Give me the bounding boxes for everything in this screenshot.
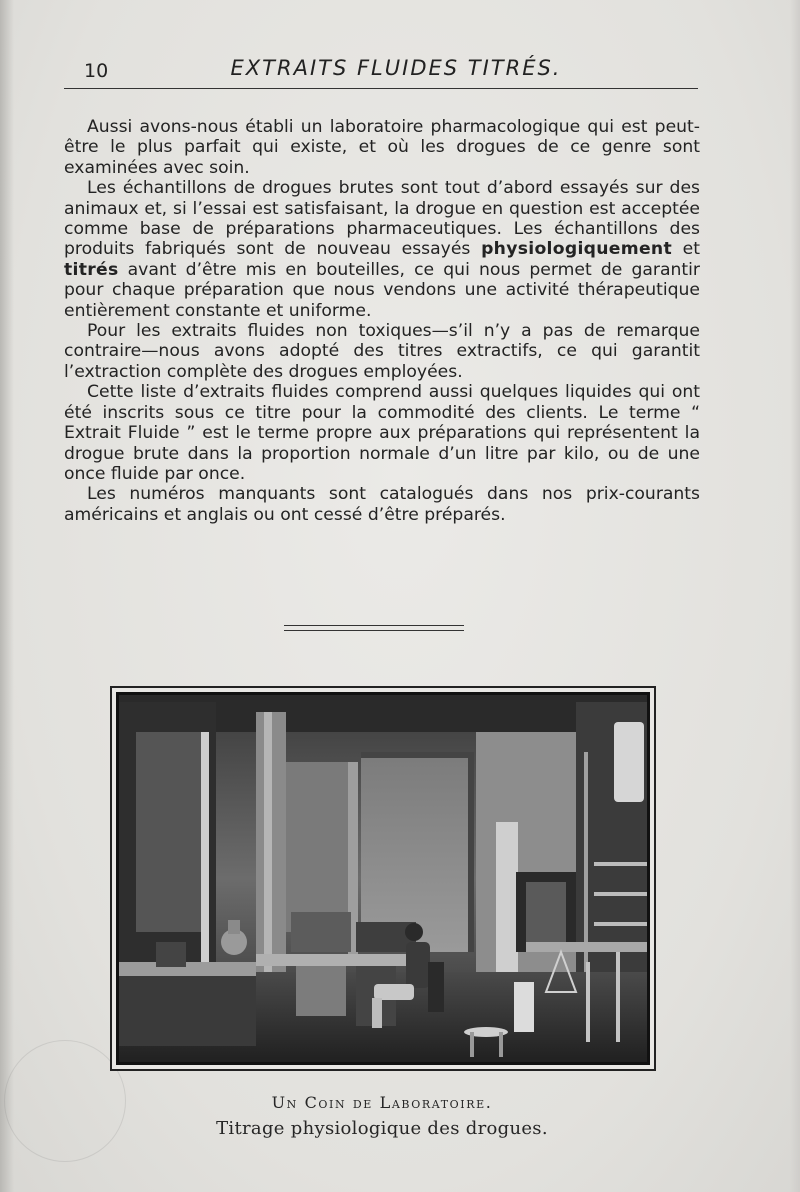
- page-gutter-shadow: [0, 0, 14, 1192]
- paragraph-4: [64, 382, 700, 484]
- paragraph-3: [64, 321, 700, 382]
- paragraph-2-text-a: Les échantillons de drogues brutes sont tout d’abord essayés sur des animaux et, si l’essai est satisfaisant, la drogue en question est acceptée comme base de préparations pharmaceutiques. Les échantillons des produits fabriqués sont de nouveau essayés: [64, 178, 700, 260]
- page-edge-shadow: [790, 0, 800, 1192]
- emphasis-physiologiquement: physiologiquement: [481, 239, 672, 260]
- paragraph-5: [64, 484, 700, 525]
- paragraph-2-text-c: avant d’être mis en bouteilles, ce qui nous permet de garantir pour chaque préparation que nous vendons une activité thérapeutique entièrement constante et uniforme.: [64, 259, 700, 321]
- laboratory-photograph-frame: [110, 686, 656, 1071]
- divider-line-top: [284, 625, 464, 626]
- header-rule: [64, 88, 698, 89]
- page-header: [64, 52, 698, 88]
- paragraph-1-text: Aussi avons-nous établi un laboratoire pharmacologique qui est peut-être le plus parfait qui existe, et où les drogues de ce genre sont examinées avec soin.: [64, 117, 700, 178]
- page-number: 10: [84, 60, 109, 82]
- laboratory-photo-illustration: [116, 692, 650, 1065]
- emphasis-titres: titrés: [64, 259, 119, 280]
- paragraph-1: [64, 117, 700, 178]
- paragraph-2-text-b: et: [671, 239, 700, 260]
- figure-caption-title: Un Coin de Laboratoire.: [271, 1093, 493, 1112]
- running-title: EXTRAITS FLUIDES TITRÉS.: [230, 56, 562, 80]
- section-divider-ornament: [284, 625, 464, 633]
- paragraph-4-text: Cette liste d’extraits fluides comprend aussi quelques liquides qui ont été inscrits sous ce titre pour la commodité des clients. Le terme “ Extrait Fluide ” est le terme propre aux préparations qui représentent la drogue brute dans la proportion normale d’un litre par kilo, ou de une once fluide par once.: [64, 382, 700, 484]
- paragraph-2: [64, 178, 700, 321]
- divider-line-bottom: [284, 630, 464, 631]
- laboratory-photograph: [116, 692, 650, 1065]
- paragraph-3-text: Pour les extraits fluides non toxiques—s’il n’y a pas de remarque contraire—nous avons adopté des titres extractifs, ce qui garantit l’extraction complète des drogues employées.: [64, 321, 700, 382]
- paragraph-5-text: Les numéros manquants sont catalogués dans nos prix-courants américains et anglais ou ont cessé d’être préparés.: [64, 484, 700, 525]
- figure-caption-subtitle: Titrage physiologique des drogues.: [216, 1118, 548, 1139]
- body-text: [64, 117, 700, 525]
